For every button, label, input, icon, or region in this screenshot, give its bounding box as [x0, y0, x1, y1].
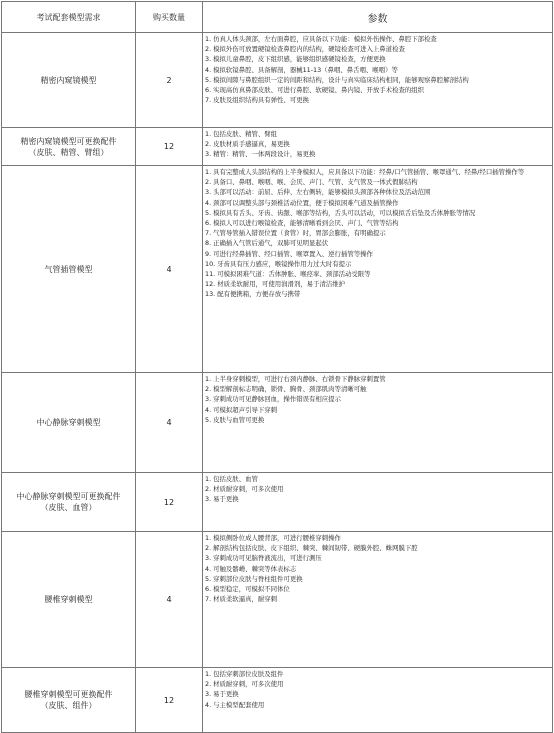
- param-line: 5. 皮肤与血管可更换: [205, 415, 265, 424]
- param-line: 4. 颈部可以调整头部与颈椎活动位置，便于模拟困难气道及插管操作: [205, 198, 399, 207]
- param-line: 3. 易于更换: [205, 690, 239, 699]
- param-line: 7. 气管导管插入错误位置（食管）时，胃部会膨胀，有明确提示: [205, 229, 386, 238]
- param-line: 8. 正确插入气管后通气，双肺可见明显起伏: [205, 239, 329, 248]
- param-line: 6. 模拟人可以进行喉镜检查，能够清晰看到会厌、声门、气管等结构: [205, 219, 399, 228]
- requirements-table: [1, 1, 553, 733]
- header-model: 考试配套模型需求: [2, 2, 136, 33]
- param-line: 2. 材质耐穿刺，可多次使用: [205, 680, 284, 689]
- cell-quantity: 12: [136, 128, 203, 166]
- param-line: 4. 可模拟超声引导下穿刺: [205, 405, 278, 414]
- param-line: 4. 可触及髂嵴、棘突等体表标志: [205, 564, 297, 573]
- model-name-line: （皮肤、组件）: [40, 701, 97, 710]
- cell-params: [203, 128, 553, 166]
- cell-quantity: 4: [136, 166, 203, 373]
- cell-quantity: 4: [136, 532, 203, 668]
- cell-model-name: [2, 128, 136, 166]
- cell-params: [203, 33, 553, 128]
- param-line: 3. 头部可以活动：前屈、后伸、左右侧转，能够模拟头颈部各种体位及活动范围: [205, 188, 431, 197]
- table-row: [2, 166, 553, 373]
- param-line: 1. 模拟侧卧位成人腰背部，可进行腰椎穿刺操作: [205, 534, 341, 542]
- param-line: 1. 具有完整成人头部结构的上半身模拟人，应具备以下功能：经鼻/口气管插管、喉罩通气、经鼻/经口插管操作等: [205, 168, 525, 176]
- param-line: 2. 具备口、鼻咽、喉咽、喉、会厌、声门、气管、支气管及一体式假肺结构: [205, 178, 418, 187]
- param-line: 6. 模型稳定，可模拟不同体位: [205, 585, 290, 594]
- param-line: 1. 上半身穿刺模型，可进行右颈内静脉、右锁骨下静脉穿刺置管: [205, 375, 386, 383]
- table-row: [2, 33, 553, 128]
- model-name-line: 气管插管模型: [44, 264, 93, 274]
- param-line: 2. 解剖结构包括皮肤、皮下组织、棘突、棘间韧带、硬膜外腔、蛛网膜下腔: [205, 544, 418, 553]
- param-line: 1. 包括皮肤、血管: [205, 475, 258, 483]
- param-line: 6. 实现高仿真鼻部皮肤、可进行鼻腔、软硬镜、鼻内镜、开放手术检查的组织: [205, 86, 425, 95]
- cell-params: [203, 532, 553, 668]
- cell-model-name: [2, 33, 136, 128]
- cell-model-name: [2, 373, 136, 473]
- param-line: 2. 模型解剖标志明确，锁骨、胸骨、颈部肌肉等清晰可触: [205, 385, 367, 394]
- model-name-line: 中心静脉穿刺模型: [36, 418, 101, 427]
- cell-params: [203, 166, 553, 373]
- cell-quantity: 12: [136, 668, 203, 733]
- cell-params: [203, 473, 553, 532]
- param-line: 3. 精管：精管、一体两段设计，易更换: [205, 150, 316, 159]
- cell-quantity: 2: [136, 33, 203, 128]
- param-line: 2. 材质耐穿刺，可多次使用: [205, 485, 284, 494]
- model-name-line: 腰椎穿刺模型: [44, 595, 93, 604]
- table-row: [2, 473, 553, 532]
- param-line: 9. 可进行经鼻插管、经口插管、喉罩置入、逆行插管等操作: [205, 249, 373, 258]
- cell-params: [203, 668, 553, 733]
- param-line: 3. 穿刺成功可见脑脊液流出，可进行测压: [205, 554, 322, 563]
- param-line: 2. 皮肤材质手感逼真，易更换: [205, 140, 290, 149]
- model-name-line: （皮肤、精管、臂组）: [28, 147, 109, 157]
- param-line: 1. 包括皮肤、精管、臂组: [205, 130, 278, 138]
- param-line: 4. 模拟软镜鼻腔、具备解剖，器械11-13（鼻咽、鼻舌咽、喉咽）等: [205, 65, 398, 74]
- cell-model-name: [2, 532, 136, 668]
- cell-model-name: [2, 668, 136, 733]
- param-line: 1. 包括穿刺部位皮肤及组件: [205, 670, 284, 678]
- param-line: 7. 皮肤及组织结构具有弹性、可更换: [205, 96, 309, 105]
- cell-model-name: [2, 166, 136, 373]
- model-name-line: 精密内窥镜模型可更换配件: [20, 136, 117, 146]
- param-line: 5. 模拟具有舌头、牙齿、齿龈、喉部等结构，舌头可以活动，可以模拟舌后坠及舌体肿胀等情况: [205, 208, 476, 217]
- param-line: 2. 模拟外伤可放置硬镜检查鼻腔内的结构，硬镜检查可进入上鼻道检查: [205, 45, 405, 54]
- table-row: [2, 128, 553, 166]
- table-header-row: [2, 2, 553, 33]
- table-row: [2, 532, 553, 668]
- table-row: [2, 668, 553, 733]
- param-line: 4. 与主模型配套使用: [205, 700, 265, 709]
- model-name-line: 精密内窥镜模型: [40, 75, 97, 85]
- param-line: 11. 可模拟困难气道：舌体肿胀、喉痉挛、颈部活动受限等: [205, 270, 371, 279]
- cell-quantity: 12: [136, 473, 203, 532]
- model-name-line: 中心静脉穿刺模型可更换配件: [16, 492, 121, 501]
- param-line: 3. 模拟儿童鼻腔，皮下组织感，能够组织感硬镜检查，方便更换: [205, 55, 386, 64]
- param-line: 3. 穿刺成功可见静脉回血，操作错误有相应提示: [205, 395, 341, 404]
- param-line: 1. 仿真人体头颈部，左右面鼻腔，应具备以下功能：模拟外伤操作、鼻腔下部检查: [205, 35, 437, 43]
- param-line: 5. 穿刺部位皮肤与脊柱组件可更换: [205, 574, 303, 583]
- param-line: 5. 模拟间隙与鼻腔组织一定的间距和结构，设计与真实临床结构相同，能够观察鼻腔解剖结构: [205, 75, 469, 84]
- model-name-line: （皮肤、血管）: [40, 503, 97, 512]
- header-quantity: 购买数量: [136, 2, 203, 33]
- param-line: 7. 材质柔软逼真，耐穿刺: [205, 595, 278, 604]
- cell-quantity: 4: [136, 373, 203, 473]
- param-line: 12. 材质柔软耐用，可使用润滑剂，易于清洁维护: [205, 280, 346, 289]
- header-params: 参数: [203, 2, 553, 33]
- cell-params: [203, 373, 553, 473]
- param-line: 13. 配有便携箱，方便存放与携带: [205, 290, 301, 299]
- model-name-line: 腰椎穿刺模型可更换配件: [24, 690, 113, 699]
- cell-model-name: [2, 473, 136, 532]
- param-line: 10. 牙齿具有压力感应，喉镜操作用力过大时有提示: [205, 259, 352, 268]
- table-row: [2, 373, 553, 473]
- param-line: 3. 易于更换: [205, 495, 239, 504]
